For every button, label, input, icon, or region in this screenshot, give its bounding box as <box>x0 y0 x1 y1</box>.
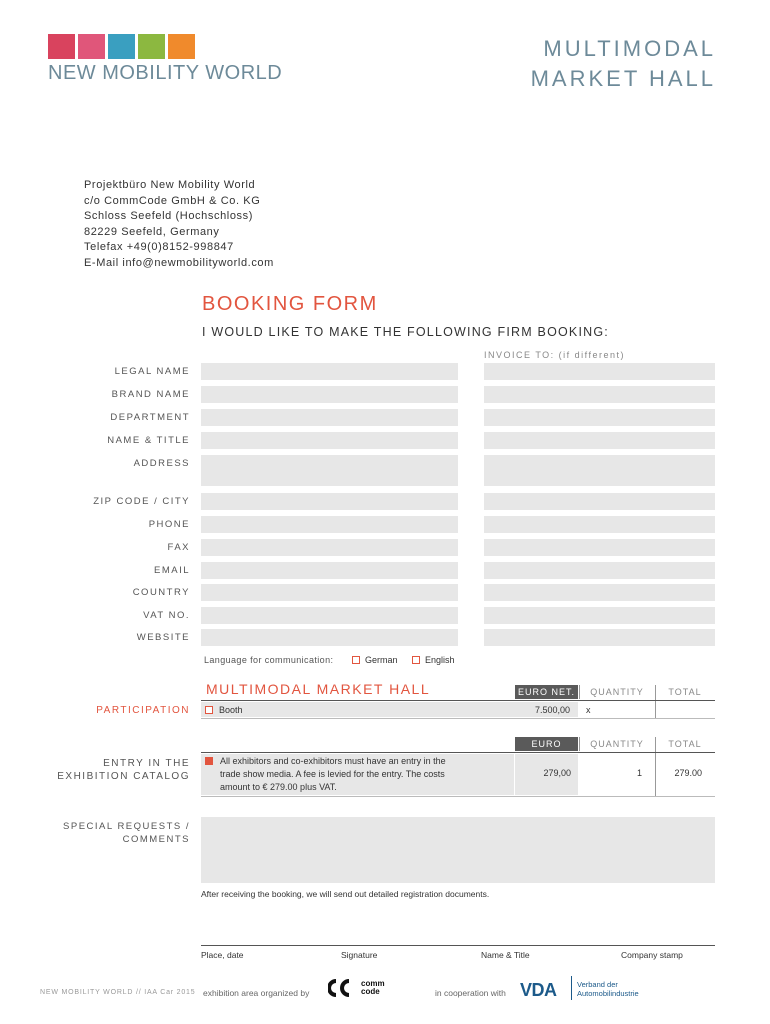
header-quantity: QUANTITY <box>590 739 644 749</box>
country-field[interactable] <box>201 584 458 601</box>
address-line: Telefax +49(0)8152-998847 <box>84 241 234 254</box>
email-field[interactable] <box>201 562 458 579</box>
invoice-address-field[interactable] <box>484 455 715 486</box>
company-stamp-label: Company stamp <box>621 950 683 960</box>
commcode-line: comm <box>361 979 385 988</box>
label-name-title: NAME & TITLE <box>107 435 190 446</box>
label-country: COUNTRY <box>132 587 190 598</box>
header-total: TOTAL <box>668 739 702 749</box>
logo-mark <box>48 34 195 59</box>
organized-by-label: exhibition area organized by <box>203 988 310 998</box>
commcode-mark-icon <box>328 979 358 997</box>
invoice-label: INVOICE TO: (if different) <box>484 350 626 360</box>
invoice-zip-city-field[interactable] <box>484 493 715 510</box>
department-field[interactable] <box>201 409 458 426</box>
legal-name-field[interactable] <box>201 363 458 380</box>
divider <box>655 685 656 718</box>
invoice-phone-field[interactable] <box>484 516 715 533</box>
german-label: German <box>365 655 398 665</box>
label-email: EMAIL <box>153 565 190 576</box>
header-euro: EURO <box>515 737 578 751</box>
market-hall-title: MULTIMODAL MARKET HALL <box>206 681 431 697</box>
fax-field[interactable] <box>201 539 458 556</box>
divider <box>579 685 580 699</box>
invoice-department-field[interactable] <box>484 409 715 426</box>
commcode-wordmark <box>361 980 385 996</box>
invoice-email-field[interactable] <box>484 562 715 579</box>
cooperation-label: in cooperation with <box>435 988 506 998</box>
label-legal-name: LEGAL NAME <box>114 366 190 377</box>
brand-name-field[interactable] <box>201 386 458 403</box>
english-label: English <box>425 655 455 665</box>
registration-note: After receiving the booking, we will send out detailed registration documents. <box>201 889 490 899</box>
booth-label: Booth <box>219 705 243 715</box>
address-field[interactable] <box>201 455 458 486</box>
page-title <box>531 34 716 94</box>
title-line-1: MULTIMODAL <box>543 36 716 61</box>
zip-city-field[interactable] <box>201 493 458 510</box>
signature-label: Signature <box>341 950 378 960</box>
divider <box>579 737 580 751</box>
catalog-total: 279.00 <box>674 768 702 778</box>
address-line: c/o CommCode GmbH & Co. KG <box>84 194 261 207</box>
logo-square-2 <box>78 34 105 59</box>
language-german-option[interactable] <box>352 655 398 665</box>
table-rule <box>201 752 715 753</box>
address-line: E-Mail info@newmobilityworld.com <box>84 256 274 269</box>
logo-square-5 <box>168 34 195 59</box>
vat-field[interactable] <box>201 607 458 624</box>
special-requests-label <box>0 820 190 846</box>
booth-option[interactable] <box>205 705 243 715</box>
vda-line: Verband der <box>577 980 618 989</box>
commcode-line: code <box>361 987 380 996</box>
catalog-checkbox[interactable] <box>205 757 213 765</box>
vda-logo: VDA <box>520 980 557 1000</box>
invoice-brand-name-field[interactable] <box>484 386 715 403</box>
address-line: Projektbüro New Mobility World <box>84 179 256 191</box>
brand-name: NEW MOBILITY WORLD <box>48 62 283 84</box>
contact-address <box>84 178 274 272</box>
catalog-description <box>220 755 510 794</box>
name-title-field[interactable] <box>201 432 458 449</box>
participation-label: PARTICIPATION <box>96 705 190 716</box>
table-rule <box>201 718 715 719</box>
label-vat: VAT NO. <box>143 610 190 621</box>
english-checkbox[interactable] <box>412 656 420 664</box>
language-english-option[interactable] <box>412 655 455 665</box>
table-rule <box>201 796 715 797</box>
language-label: Language for communication: <box>204 655 334 665</box>
divider <box>655 737 656 796</box>
website-field[interactable] <box>201 629 458 646</box>
catalog-label-line: EXHIBITION CATALOG <box>57 771 190 782</box>
booth-multiplier: x <box>586 705 591 715</box>
header-euro-net: EURO NET. <box>515 685 578 699</box>
header-quantity: QUANTITY <box>590 687 644 697</box>
vda-name <box>577 980 639 998</box>
header-total: TOTAL <box>668 687 702 697</box>
label-fax: FAX <box>167 542 190 553</box>
form-title: BOOKING FORM <box>202 293 378 315</box>
invoice-legal-name-field[interactable] <box>484 363 715 380</box>
label-address: ADDRESS <box>133 458 190 469</box>
label-zip-city: ZIP CODE / CITY <box>93 496 190 507</box>
booth-checkbox[interactable] <box>205 706 213 714</box>
address-line: 82229 Seefeld, Germany <box>84 225 220 238</box>
vda-line: Automobilindustrie <box>577 989 639 998</box>
form-subtitle: I WOULD LIKE TO MAKE THE FOLLOWING FIRM BOOKING: <box>202 325 609 339</box>
label-department: DEPARTMENT <box>110 412 190 423</box>
catalog-quantity: 1 <box>636 768 642 778</box>
footer-event: NEW MOBILITY WORLD // IAA Car 2015 <box>40 989 196 996</box>
vda-divider <box>571 976 572 1000</box>
signature-line <box>201 945 715 946</box>
logo-square-4 <box>138 34 165 59</box>
commcode-logo <box>328 979 385 997</box>
catalog-label <box>0 757 190 783</box>
logo-square-1 <box>48 34 75 59</box>
phone-field[interactable] <box>201 516 458 533</box>
place-date-label: Place, date <box>201 950 244 960</box>
label-website: WEBSITE <box>136 632 190 643</box>
special-label-line: COMMENTS <box>122 834 190 845</box>
invoice-website-field[interactable] <box>484 629 715 646</box>
catalog-label-line: ENTRY IN THE <box>103 758 190 769</box>
label-brand-name: BRAND NAME <box>111 389 190 400</box>
name-title-label: Name & Title <box>481 950 530 960</box>
invoice-fax-field[interactable] <box>484 539 715 556</box>
catalog-text-line: trade show media. A fee is levied for the entry. The costs <box>220 769 445 779</box>
logo-square-3 <box>108 34 135 59</box>
catalog-price: 279,00 <box>543 768 571 778</box>
invoice-name-title-field[interactable] <box>484 432 715 449</box>
booth-price: 7.500,00 <box>534 705 570 715</box>
catalog-text-line: amount to € 279.00 plus VAT. <box>220 782 337 792</box>
invoice-vat-field[interactable] <box>484 607 715 624</box>
special-label-line: SPECIAL REQUESTS / <box>63 821 190 832</box>
table-rule <box>201 700 715 701</box>
title-line-2: MARKET HALL <box>530 66 716 91</box>
label-phone: PHONE <box>148 519 190 530</box>
special-requests-field[interactable] <box>201 817 715 883</box>
invoice-country-field[interactable] <box>484 584 715 601</box>
german-checkbox[interactable] <box>352 656 360 664</box>
catalog-text-line: All exhibitors and co-exhibitors must have an entry in the <box>220 756 446 766</box>
address-line: Schloss Seefeld (Hochschloss) <box>84 210 254 223</box>
